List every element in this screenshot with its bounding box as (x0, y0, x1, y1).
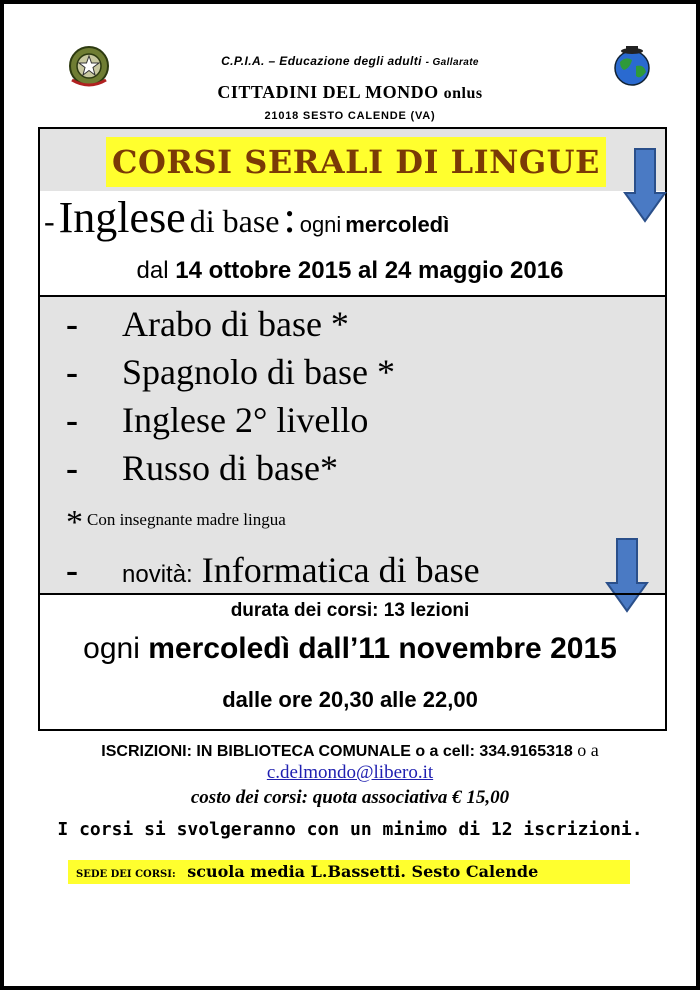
registration-text: ISCRIZIONI: IN BIBLIOTECA COMUNALE o a cell: 334.9165318 (101, 743, 573, 760)
dates-mid: al (358, 257, 379, 284)
english-level: di base (189, 203, 280, 239)
venue-name: scuola media L.Bassetti. Sesto Calende (187, 862, 539, 881)
page-title: CORSI SERALI DI LINGUE (106, 137, 606, 187)
cpia-city: - Gallarate (425, 57, 479, 68)
org-name: CITTADINI DEL MONDO (217, 82, 439, 102)
venue-label: SEDE DEI CORSI: (76, 869, 176, 880)
new-course: Informatica di base (201, 550, 480, 590)
course-label: Inglese 2° livello (122, 400, 369, 440)
course-item (66, 402, 368, 438)
organization-address: 21018 SESTO CALENDE (VA) (264, 110, 436, 122)
course-label: Russo di base* (122, 448, 338, 488)
schedule-every: ogni (83, 632, 140, 665)
english-day: mercoledì (345, 212, 450, 237)
english-every: ogni (299, 212, 342, 237)
english-course-dates (4, 257, 696, 285)
course-label: Spagnolo di base * (122, 352, 395, 392)
new-course-item (66, 552, 480, 588)
dates-prefix: dal (136, 257, 169, 284)
english-course-line (44, 193, 450, 242)
organization-name (4, 82, 696, 103)
registration-or: o a (577, 740, 599, 760)
course-item (66, 354, 395, 390)
email-link[interactable]: c.delmondo@libero.it (266, 762, 434, 783)
note-star: * (66, 504, 83, 541)
english-dash: - (44, 203, 55, 239)
email-line (4, 762, 696, 784)
new-label: novità: (122, 561, 193, 588)
course-dash: - (66, 304, 78, 344)
course-dash: - (66, 550, 78, 590)
note-text: Con insegnante madre lingua (87, 510, 286, 529)
schedule-start: mercoledì dall’11 novembre 2015 (148, 632, 617, 665)
org-suffix: onlus (443, 85, 483, 102)
course-dash: - (66, 400, 78, 440)
native-teacher-note (66, 504, 286, 542)
course-dash: - (66, 448, 78, 488)
course-cost: costo dei corsi: quota associativa € 15,00 (190, 787, 510, 808)
venue-bar (68, 860, 630, 884)
start-date: 14 ottobre 2015 (175, 257, 352, 284)
course-dash: - (66, 352, 78, 392)
course-start (4, 632, 696, 666)
course-label: Arabo di base * (122, 304, 349, 344)
flyer-page (4, 4, 696, 986)
english-colon: : (283, 193, 296, 242)
arrow-down-icon (623, 147, 667, 223)
end-date: 24 maggio 2016 (384, 257, 564, 284)
cpia-title: C.P.I.A. – Educazione degli adulti (221, 54, 422, 68)
course-item (66, 450, 338, 486)
minimum-registrations: I corsi si svolgeranno con un minimo di 12 iscrizioni. (57, 819, 643, 840)
course-duration: durata dei corsi: 13 lezioni (230, 600, 470, 621)
course-item (66, 306, 349, 342)
registration-info (4, 740, 696, 761)
english-name: Inglese (58, 193, 186, 242)
cpia-header (4, 54, 696, 68)
course-hours: dalle ore 20,30 alle 22,00 (222, 687, 478, 712)
